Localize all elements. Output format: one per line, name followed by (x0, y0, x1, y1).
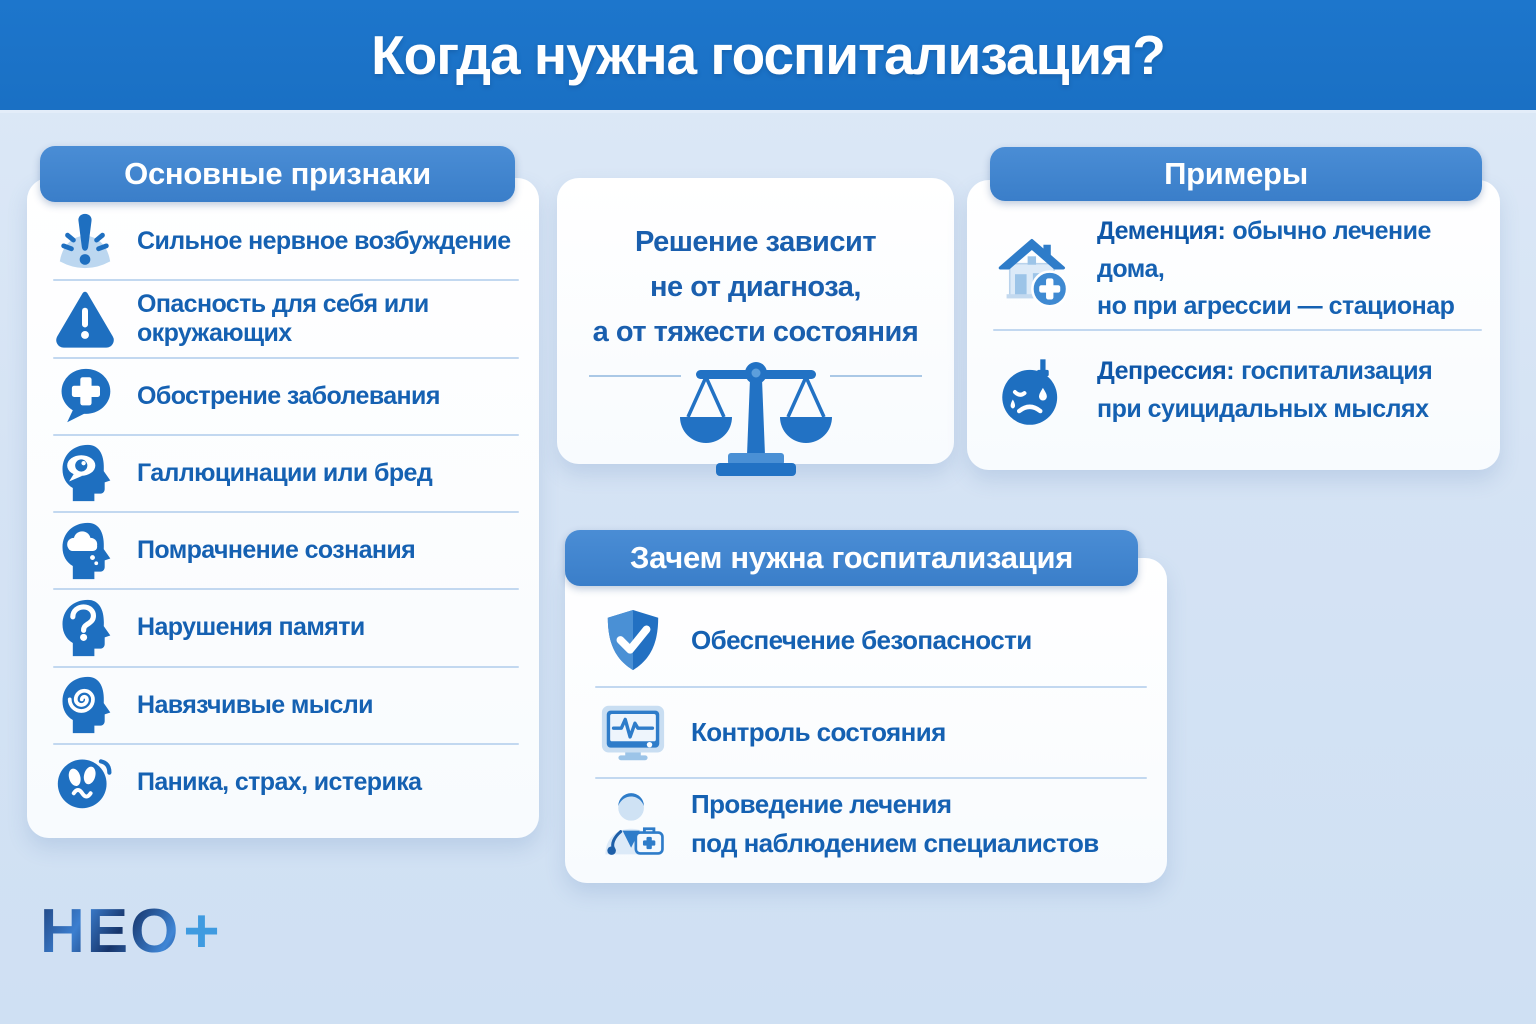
excitement-icon (53, 211, 117, 273)
monitor-ecg-icon (595, 701, 671, 765)
example-item (993, 331, 1482, 450)
sign-item (53, 513, 519, 588)
signs-panel-title: Основные признаки (124, 156, 431, 191)
sign-label: Помрачнение сознания (137, 536, 416, 565)
balance-scale-icon (674, 355, 838, 482)
shield-check-icon (595, 607, 671, 675)
sign-label: Обострение заболевания (137, 381, 440, 410)
signs-panel-header (40, 146, 515, 202)
medical-cross-bubble-icon (53, 366, 117, 426)
decorative-line (589, 375, 681, 377)
examples-panel-header (990, 147, 1482, 201)
purpose-label: Контроль состояния (691, 717, 946, 747)
depression-icon (993, 353, 1077, 429)
sign-item (53, 745, 519, 820)
neo-plus-logo (40, 896, 222, 967)
example-text: Депрессия: госпитализация при суицидальных мыслях (1097, 357, 1433, 423)
sign-label: Нарушения памяти (137, 613, 365, 642)
purpose-label: Обеспечение безопасности (691, 625, 1032, 656)
sign-item (53, 436, 519, 511)
example-item (993, 210, 1482, 329)
example-lead: Деменция: (1097, 217, 1226, 246)
hallucination-head-icon (53, 443, 117, 503)
panic-face-icon (53, 752, 117, 812)
warning-triangle-icon (53, 289, 117, 349)
purpose-panel-title: Зачем нужна госпитализация (629, 540, 1074, 575)
decorative-line (830, 375, 922, 377)
sign-item (53, 281, 519, 356)
sign-item (53, 359, 519, 434)
sign-label: Сильное нервное возбуждение (137, 227, 511, 256)
logo-plus-icon: + (183, 897, 222, 966)
signs-panel-card (27, 178, 539, 838)
sign-item (53, 668, 519, 743)
sign-item (53, 590, 519, 665)
header-banner (0, 0, 1536, 113)
sign-label: Навязчивые мысли (137, 690, 373, 719)
decision-text: Решение зависит не от диагноза, а от тяжести состояния (592, 226, 919, 348)
purpose-text: Проведение лечения под наблюдением специалистов (691, 789, 1099, 859)
purpose-panel-card (565, 558, 1167, 883)
doctor-icon (595, 786, 671, 862)
sign-label: Опасность для себя или окружающих (137, 289, 429, 347)
obsessive-spiral-icon (53, 675, 117, 735)
examples-panel-title: Примеры (1164, 156, 1308, 191)
purpose-item (595, 779, 1147, 869)
sign-label: Паника, страх, истерика (137, 767, 422, 796)
logo-text: НЕО (40, 897, 181, 966)
example-lead: Депрессия: (1097, 357, 1235, 385)
decision-card (557, 178, 954, 464)
sign-label: Галлюцинации или бред (137, 458, 433, 487)
purpose-item (595, 596, 1147, 686)
clouded-mind-icon (53, 521, 117, 581)
example-text: Деменция: обычно лечение дома, но при агрессии — стационар (1097, 217, 1455, 321)
page-title: Когда нужна госпитализация? (371, 24, 1165, 86)
memory-question-icon (53, 598, 117, 658)
purpose-panel-header (565, 530, 1138, 586)
purpose-item (595, 688, 1147, 778)
sign-item (53, 204, 519, 279)
examples-panel-card (967, 180, 1500, 470)
home-care-icon (993, 230, 1077, 310)
